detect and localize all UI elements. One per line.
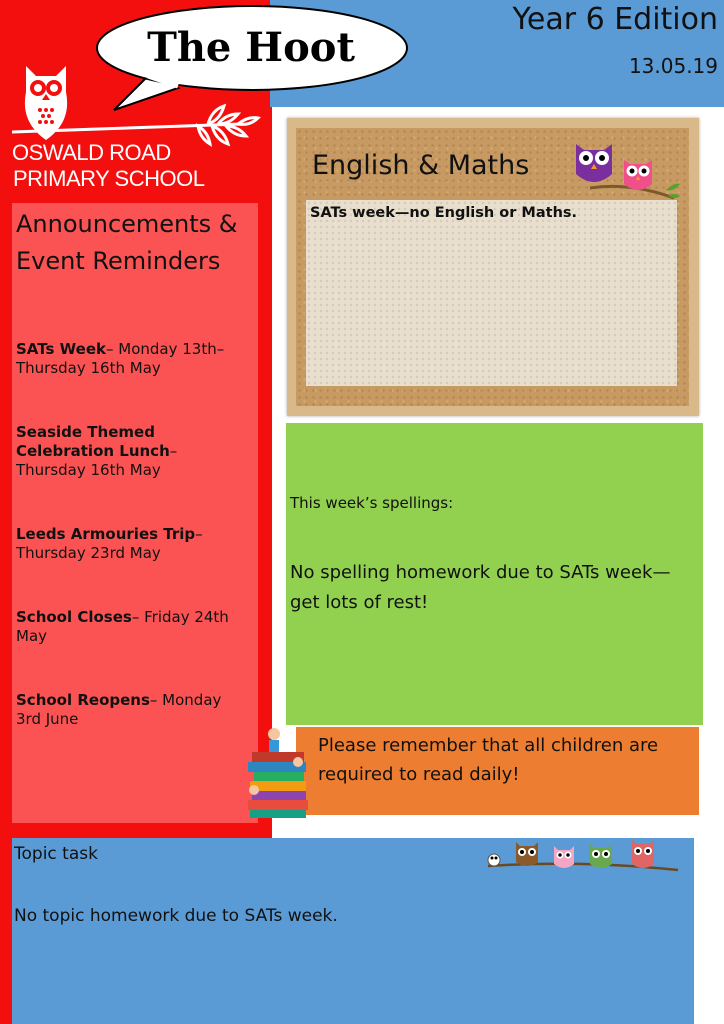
announcement-detail: – Monday 3rd June (16, 691, 222, 728)
announcement-item (16, 525, 246, 563)
school-name-line1: OSWALD ROAD (12, 140, 171, 165)
owl-row-icon (482, 836, 682, 876)
owls-on-branch-icon (570, 138, 682, 206)
spellings-text: No spelling homework due to SATs week— get lots of rest! (290, 562, 671, 613)
announcement-item (16, 608, 246, 646)
announcement-detail: – Thursday 23rd May (16, 525, 203, 562)
reading-reminder-text: Please remember that all children are required to read daily! (318, 735, 659, 785)
issue-date: 13.05.19 (628, 54, 718, 78)
announcement-detail: – Monday 13th– Thursday 16th May (16, 340, 225, 377)
school-name-line2: PRIMARY SCHOOL (13, 166, 205, 191)
book-stack-icon (244, 722, 312, 818)
topic-text: No topic homework due to SATs week. (14, 906, 338, 926)
announcement-detail: – Thursday 16th May (16, 442, 178, 479)
english-maths-text: SATs week—no English or Maths. (310, 205, 578, 221)
english-maths-title: English & Maths (312, 150, 530, 181)
announcements-title: Announcements & Event Reminders (16, 210, 238, 275)
announcement-label: Seaside Themed Celebration Lunch (16, 423, 170, 460)
announcements-panel (12, 203, 258, 823)
announcement-detail: – Friday 24th May (16, 608, 229, 645)
announcement-label: School Closes (16, 608, 132, 626)
announcement-label: Leeds Armouries Trip (16, 525, 196, 543)
spellings-label: This week’s spellings: (290, 494, 454, 512)
announcement-item (16, 423, 246, 480)
announcement-item (16, 340, 246, 378)
announcement-label: SATs Week (16, 340, 106, 358)
announcement-label: School Reopens (16, 691, 150, 709)
topic-label: Topic task (14, 844, 98, 864)
edition-label: Year 6 Edition (512, 2, 718, 37)
announcement-item (16, 691, 246, 729)
cork-paper-note (306, 200, 677, 386)
newsletter-title: The Hoot (147, 24, 355, 71)
